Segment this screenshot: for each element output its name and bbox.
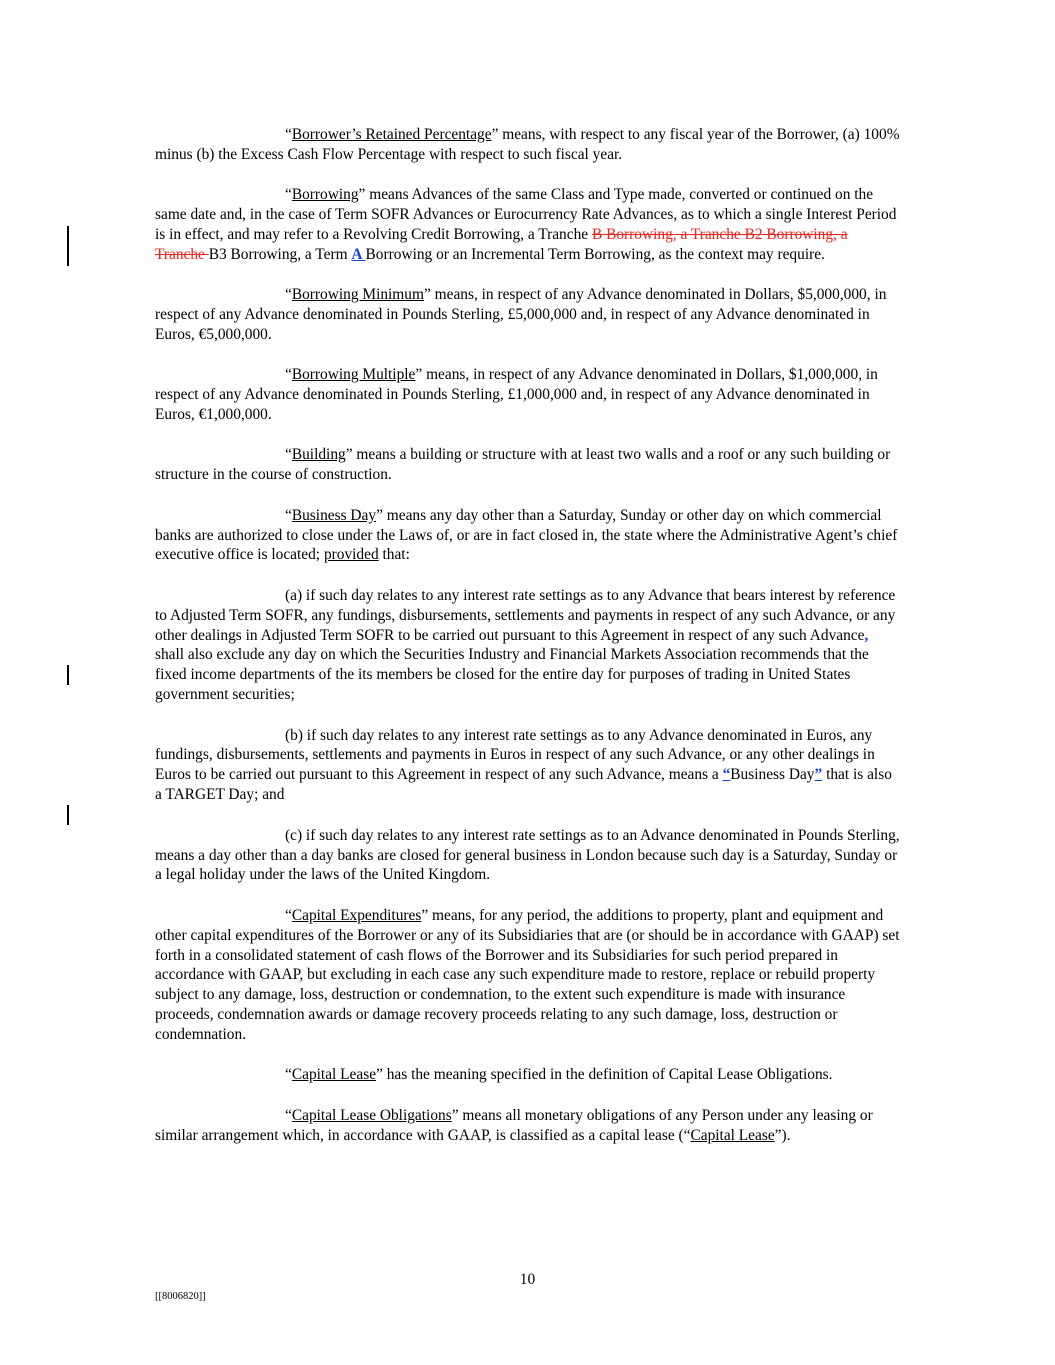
inserted-text: ” <box>814 766 823 784</box>
defined-term: Business Day <box>291 506 377 524</box>
defined-term: Capital Lease <box>291 1066 377 1084</box>
change-bar <box>67 665 69 685</box>
defined-term: Capital Lease <box>690 1126 775 1144</box>
definition-capital-expenditures: “Capital Expenditures” means, for any period, the additions to property, plant and equipment and other capital expenditures of the Borrower or any of its Subsidiaries that are (or should be in accordance with GAAP) set forth in a consolidated statement of cash flows of the Borrower and its Subsidiaries for such period prepared in accordance with GAAP, but excluding in each case any such expenditure made to restore, replace or rebuild property subject to any damage, loss, destruction or condemnation, to the extent such expenditure is made with insurance proceeds, condemnation awards or damage recovery proceeds relating to any such damage, loss, destruction or condemnation. <box>155 906 900 1044</box>
definition-business-day: “Business Day” means any day other than a Saturday, Sunday or other day on which commercial banks are authorized to close under the Laws of, or are in fact closed in, the state where the Administrative Agent’s chief executive office is located; provided that: <box>155 506 898 564</box>
inserted-text: “ <box>722 766 731 784</box>
defined-term: Building <box>291 446 346 464</box>
inserted-text: A <box>351 245 366 263</box>
definition-capital-lease-obligations: “Capital Lease Obligations” means all monetary obligations of any Person under any leasing or similar arrangement which, in accordance with GAAP, is classified as a capital lease (“Capital Lease”). <box>155 1106 873 1144</box>
defined-term: Borrowing Minimum <box>291 286 424 304</box>
definition-borrowing-multiple: “Borrowing Multiple” means, in respect of any Advance denominated in Dollars, $1,000,000, in respect of any Advance denominated in Pounds Sterling, £1,000,000 and, in respect of any Advance denominated in Euros, €1,000,000. <box>155 366 878 424</box>
inserted-text: , <box>864 626 869 644</box>
definition-borrowing-minimum: “Borrowing Minimum” means, in respect of any Advance denominated in Dollars, $5,000,000, in respect of any Advance denominated in Pounds Sterling, £5,000,000 and, in respect of any Advance denominated in Euros, €5,000,000. <box>155 286 887 344</box>
document-id: [[8006820]] <box>155 1291 206 1302</box>
defined-term: Capital Expenditures <box>291 906 422 924</box>
defined-term: Capital Lease Obligations <box>291 1106 452 1124</box>
definition-borrowing: “Borrowing” means Advances of the same Class and Type made, converted or continued on the same date and, in the case of Term SOFR Advances or Eurocurrency Rate Advances, as to which a single Interest Period is in effect, and may refer to a Revolving Credit Borrowing, a Tranche B Borrowing, a Tranche B2 Borrowing, a Tranche B3 Borrowing, a Term A Borrowing or an Incremental Term Borrowing, as the context may require. <box>155 186 897 263</box>
clause-c: (c) if such day relates to any interest rate settings as to an Advance denominated in Pounds Sterling, means a day other than a day banks are closed for general business in London because such day is a Saturday, Sunday or a legal holiday under the laws of the United Kingdom. <box>155 826 900 884</box>
clause-b: (b) if such day relates to any interest rate settings as to any Advance denominated in Euros, any fundings, disbursements, settlements and payments in Euros in respect of any such Advance, or any other dealings in Euros to be carried out pursuant to this Agreement in respect of any such Advance, means a “Business Day” that is also a TARGET Day; and <box>155 726 892 804</box>
change-bar <box>67 805 69 825</box>
definition-building: “Building” means a building or structure with at least two walls and a roof or any such building or structure in the course of construction. <box>155 446 891 484</box>
defined-term: Borrowing <box>291 186 359 204</box>
definition-borrowers-retained-percentage: “Borrower’s Retained Percentage” means, with respect to any fiscal year of the Borrower, (a) 100% minus (b) the Excess Cash Flow Percentage with respect to such fiscal year. <box>155 126 900 163</box>
document-page <box>155 125 900 1166</box>
defined-term: Borrowing Multiple <box>291 366 416 384</box>
deleted-text: B Borrowing, a Tranche B2 Borrowing, a Tranche <box>155 226 848 263</box>
definition-capital-lease: “Capital Lease” has the meaning specified in the definition of Capital Lease Obligations. <box>285 1066 833 1084</box>
clause-a: (a) if such day relates to any interest rate settings as to any Advance that bears interest by reference to Adjusted Term SOFR, any fundings, disbursements, settlements and payments in respect of any such Advance, or any other dealings in Adjusted Term SOFR to be carried out pursuant to this Agreement in respect of any such Advance, shall also exclude any day on which the Securities Industry and Financial Markets Association recommends that the fixed income departments of the its members be closed for the entire day for purposes of trading in United States government securities; <box>155 586 896 704</box>
change-bar <box>67 226 69 266</box>
defined-term: Borrower’s Retained Percentage <box>291 126 492 143</box>
provided-term: provided <box>323 546 379 564</box>
page-number: 10 <box>519 1271 536 1288</box>
